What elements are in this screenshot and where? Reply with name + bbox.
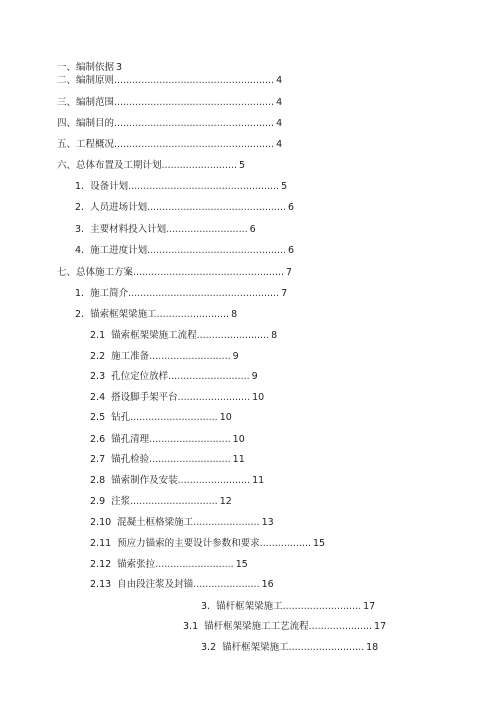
- toc-entry-title: 锚孔检验: [111, 454, 150, 465]
- toc-entry-leader: ..................................................: [128, 288, 280, 299]
- toc-entry-page: 7: [281, 288, 288, 299]
- toc-entry-leader: .....................................................: [114, 75, 275, 86]
- toc-entry[interactable]: [57, 96, 282, 110]
- toc-entry-page: 12: [219, 496, 232, 507]
- toc-entry[interactable]: [57, 61, 122, 75]
- toc-entry-number: 3.2: [201, 642, 217, 653]
- toc-entry-page: 15: [235, 559, 248, 570]
- toc-entry-page: 5: [239, 160, 246, 171]
- toc-entry[interactable]: [75, 223, 256, 237]
- toc-entry-title: 三、编制范围: [57, 97, 115, 108]
- toc-entry-number: 2.10: [90, 517, 112, 528]
- toc-entry-leader: .................: [259, 538, 312, 549]
- toc-entry-number: 3.1: [183, 621, 199, 632]
- toc-entry-number: 1.: [75, 288, 85, 299]
- toc-entry-page: 16: [261, 579, 274, 590]
- toc-entry-leader: ...........................: [168, 371, 250, 382]
- toc-entry[interactable]: [75, 287, 287, 301]
- toc-entry[interactable]: [90, 558, 248, 572]
- toc-entry-page: 7: [286, 267, 293, 278]
- toc-entry-leader: ......................: [193, 517, 260, 528]
- toc-entry-page: 13: [261, 517, 274, 528]
- toc-entry-title: 搭设脚手架平台: [111, 392, 178, 403]
- toc-entry-page: 17: [374, 621, 387, 632]
- toc-entry[interactable]: [90, 411, 232, 425]
- toc-entry[interactable]: [90, 350, 239, 364]
- toc-entry-page: 15: [313, 538, 326, 549]
- toc-entry-page: 10: [252, 392, 265, 403]
- toc-entry-title: 锚索张拉: [117, 559, 156, 570]
- toc-entry-leader: .....................................................: [114, 97, 275, 108]
- toc-entry-leader: ..........................: [155, 559, 234, 570]
- toc-entry-page: 5: [281, 181, 288, 192]
- toc-entry[interactable]: [90, 516, 274, 530]
- toc-entry-leader: ...........................: [149, 351, 231, 362]
- toc-entry-number: 2.12: [90, 559, 112, 570]
- toc-entry-title: 设备计划: [90, 181, 129, 192]
- toc-entry-title: 锚孔清理: [111, 434, 150, 445]
- toc-entry-title: 锚索框架梁施工: [90, 309, 157, 320]
- toc-entry-title: 锚索制作及安装: [111, 475, 178, 486]
- toc-entry-title: 施工进度计划: [90, 245, 148, 256]
- toc-entry-title: 锚索框架梁施工流程: [111, 330, 197, 341]
- toc-entry-title: 六、总体布置及工期计划: [57, 160, 162, 171]
- toc-entry-page: 10: [219, 412, 232, 423]
- toc-entry[interactable]: [57, 266, 292, 280]
- toc-entry-page: 9: [232, 351, 239, 362]
- toc-entry-number: 2.9: [90, 496, 106, 507]
- toc-entry-leader: ........................: [177, 392, 251, 403]
- toc-entry-title: 七、总体施工方案: [57, 267, 134, 278]
- toc-entry-leader: .............................: [130, 496, 218, 507]
- toc-entry[interactable]: [201, 641, 378, 655]
- toc-entry-number: 2.7: [90, 454, 106, 465]
- toc-entry-leader: ..........................: [282, 601, 362, 612]
- toc-entry-title: 注浆: [111, 496, 131, 507]
- toc-entry-page: 6: [288, 245, 295, 256]
- toc-entry-title: 一、编制依据: [57, 62, 115, 73]
- toc-entry-number: 2.4: [90, 392, 106, 403]
- toc-entry[interactable]: [57, 117, 282, 131]
- toc-entry-leader: ......................: [193, 579, 260, 590]
- toc-entry-leader: .........................: [161, 160, 238, 171]
- toc-entry-leader: ...........................: [149, 434, 231, 445]
- toc-entry-title: 五、工程概况: [57, 139, 115, 150]
- toc-entry-title: 施工准备: [111, 351, 150, 362]
- toc-entry[interactable]: [90, 453, 245, 467]
- toc-entry-title: 人员进场计划: [90, 202, 148, 213]
- toc-entry-leader: .....................................................: [114, 139, 275, 150]
- toc-entry-page: 4: [276, 75, 283, 86]
- toc-entry-page: 4: [276, 118, 283, 129]
- toc-entry-page: 4: [276, 97, 283, 108]
- toc-entry-number: 2.8: [90, 475, 106, 486]
- toc-entry-leader: ..................................................: [128, 181, 280, 192]
- toc-entry-number: 4.: [75, 245, 85, 256]
- toc-entry-title: 锚杆框架梁施工: [222, 642, 289, 653]
- toc-entry-number: 2.11: [90, 538, 112, 549]
- toc-entry[interactable]: [90, 329, 277, 343]
- toc-entry[interactable]: [57, 159, 245, 173]
- toc-entry-leader: ........................: [196, 330, 270, 341]
- toc-entry-title: 锚杆框架梁施工工艺流程: [204, 621, 309, 632]
- toc-entry-page: 9: [251, 371, 258, 382]
- toc-entry-number: 3.: [201, 601, 211, 612]
- toc-entry-page: 11: [232, 454, 245, 465]
- toc-entry[interactable]: [75, 201, 294, 215]
- toc-entry-page: 4: [276, 139, 283, 150]
- toc-entry[interactable]: [90, 370, 258, 384]
- toc-entry-leader: .....................................................: [114, 118, 275, 129]
- toc-entry-number: 2.1: [90, 330, 106, 341]
- toc-entry-page: 3: [116, 62, 123, 73]
- toc-entry-leader: ...........................: [166, 224, 248, 235]
- toc-entry-title: 施工简介: [90, 288, 129, 299]
- toc-entry-title: 孔位定位放样: [111, 371, 169, 382]
- toc-entry-title: 四、编制目的: [57, 118, 115, 129]
- toc-entry-number: 2.5: [90, 412, 106, 423]
- toc-entry[interactable]: [57, 138, 282, 152]
- toc-entry-title: 主要材料投入计划: [90, 224, 167, 235]
- toc-entry[interactable]: [57, 74, 282, 88]
- toc-entry-number: 3.: [75, 224, 85, 235]
- toc-entry-page: 6: [249, 224, 256, 235]
- toc-entry-title: 钻孔: [111, 412, 131, 423]
- toc-entry[interactable]: [75, 244, 294, 258]
- toc-entry-leader: ..............................................: [147, 202, 287, 213]
- toc-entry-leader: ........................: [177, 475, 251, 486]
- toc-entry[interactable]: [90, 474, 264, 488]
- toc-entry-leader: .............................: [130, 412, 218, 423]
- toc-entry-title: 混凝土框格梁施工: [117, 517, 194, 528]
- toc-entry-leader: ..................................................: [133, 267, 285, 278]
- toc-entry-page: 17: [363, 601, 376, 612]
- toc-entry-title: 锚杆框架梁施工: [216, 601, 283, 612]
- toc-entry[interactable]: [201, 600, 375, 614]
- toc-entry-page: 8: [231, 309, 238, 320]
- toc-entry-page: 11: [252, 475, 265, 486]
- toc-entry[interactable]: [90, 537, 325, 551]
- toc-entry-number: 2.6: [90, 434, 106, 445]
- toc-entry-number: 2.: [75, 309, 85, 320]
- toc-entry-title: 自由段注浆及封锚: [117, 579, 194, 590]
- toc-entry-number: 1.: [75, 181, 85, 192]
- toc-entry-number: 2.2: [90, 351, 106, 362]
- toc-entry[interactable]: [183, 620, 386, 634]
- toc-entry-page: 18: [366, 642, 379, 653]
- toc-entry-page: 6: [288, 202, 295, 213]
- toc-entry-leader: .....................: [308, 621, 373, 632]
- toc-entry[interactable]: [75, 180, 287, 194]
- toc-entry[interactable]: [90, 391, 264, 405]
- toc-entry-number: 2.13: [90, 579, 112, 590]
- toc-entry-number: 2.: [75, 202, 85, 213]
- toc-entry-page: 10: [232, 434, 245, 445]
- toc-entry-title: 预应力锚索的主要设计参数和要求: [117, 538, 260, 549]
- toc-entry[interactable]: [90, 495, 232, 509]
- toc-entry-leader: ..............................................: [147, 245, 287, 256]
- toc-entry[interactable]: [90, 578, 274, 592]
- toc-entry-page: 8: [271, 330, 278, 341]
- toc-entry-leader: .........................: [288, 642, 365, 653]
- toc-entry-leader: ........................: [156, 309, 230, 320]
- toc-entry[interactable]: [75, 308, 237, 322]
- toc-entry-title: 二、编制原则: [57, 75, 115, 86]
- toc-entry[interactable]: [90, 433, 245, 447]
- toc-entry-leader: ...........................: [149, 454, 231, 465]
- toc-entry-number: 2.3: [90, 371, 106, 382]
